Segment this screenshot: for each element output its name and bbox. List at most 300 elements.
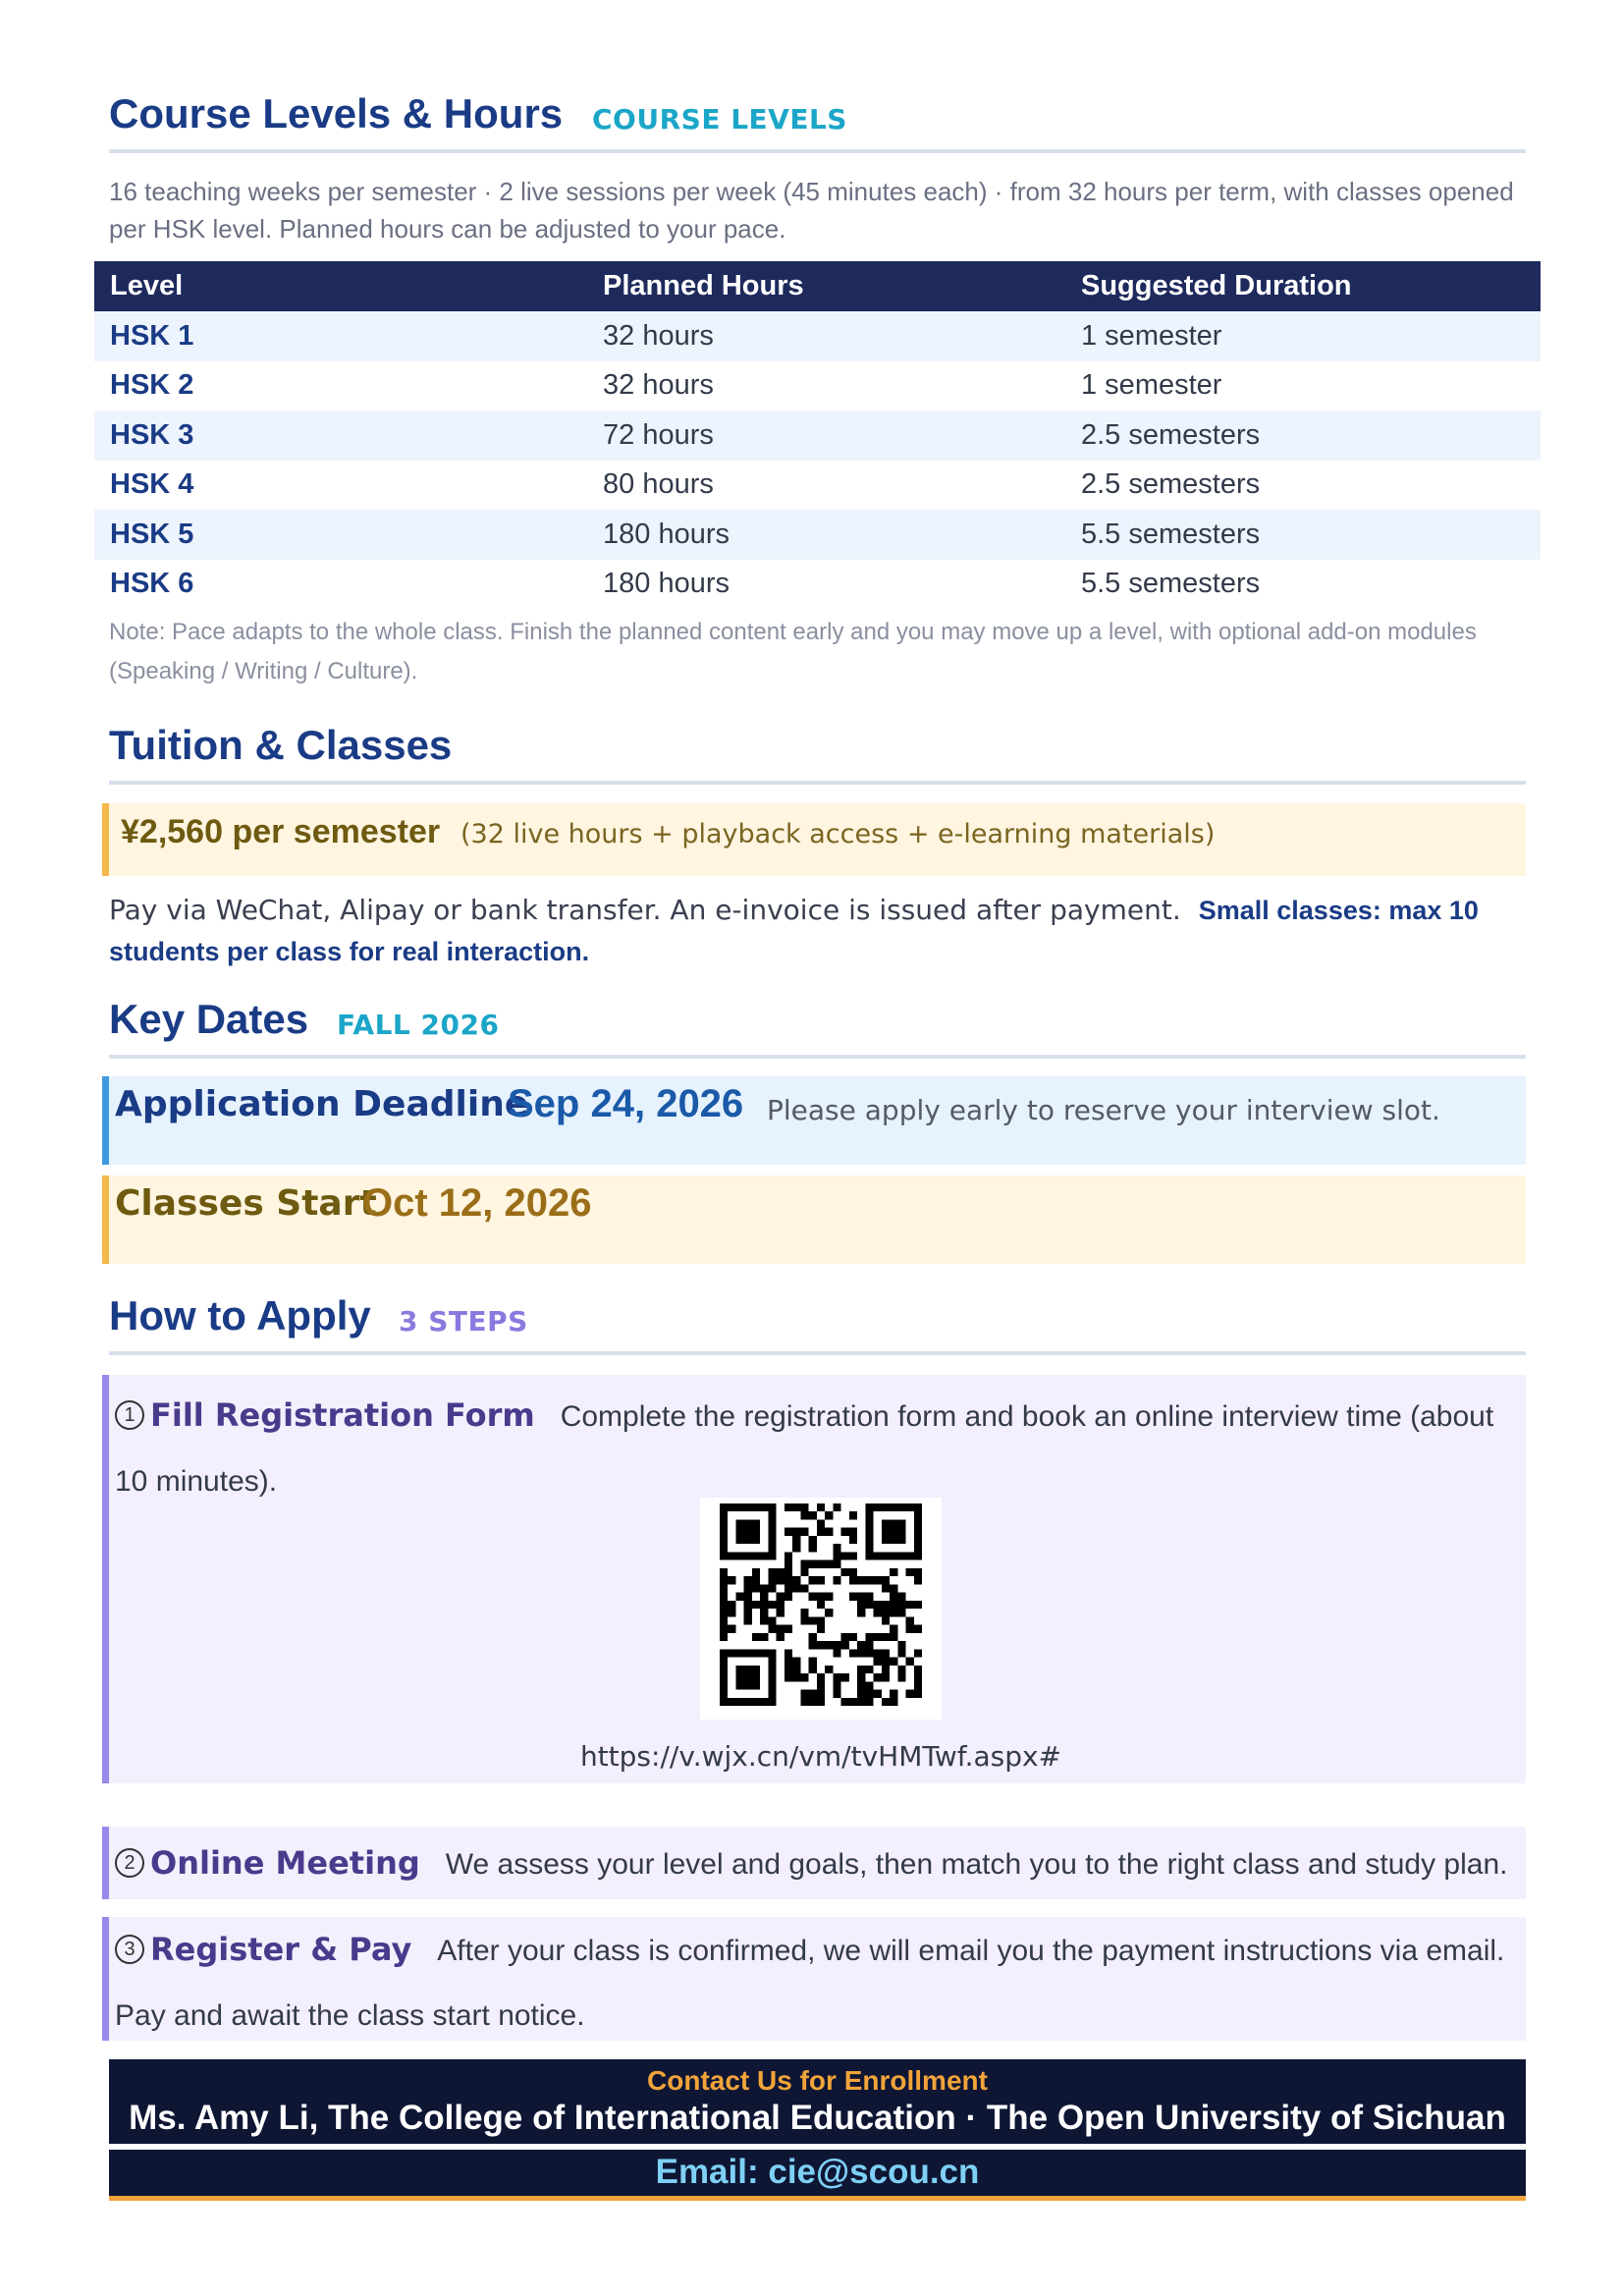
qr-module <box>890 1601 897 1609</box>
qr-module <box>857 1681 865 1689</box>
qr-module <box>720 1528 728 1536</box>
qr-module <box>720 1593 728 1601</box>
qr-module <box>914 1666 922 1673</box>
qr-module <box>768 1698 776 1706</box>
qr-module <box>817 1641 825 1649</box>
qr-module <box>768 1658 776 1666</box>
qr-module <box>784 1625 792 1633</box>
qr-module <box>760 1616 768 1624</box>
qr-module <box>817 1690 825 1698</box>
qr-module <box>849 1593 857 1601</box>
qr-module <box>809 1658 817 1666</box>
qr-module <box>720 1625 728 1633</box>
qr-module <box>768 1625 776 1633</box>
step-3-text <box>115 1917 1519 2049</box>
qr-module <box>865 1576 873 1584</box>
qr-module <box>817 1616 825 1624</box>
qr-module <box>752 1666 760 1673</box>
qr-module <box>914 1552 922 1559</box>
qr-module <box>809 1536 817 1544</box>
qr-module <box>825 1560 833 1568</box>
qr-module <box>752 1584 760 1592</box>
qr-module <box>817 1681 825 1689</box>
cell-duration: 1 semester <box>1065 311 1541 361</box>
how-to-apply-title: How to Apply <box>109 1292 371 1339</box>
qr-module <box>752 1503 760 1511</box>
table-header-row <box>94 261 1541 311</box>
qr-module <box>914 1503 922 1511</box>
qr-module <box>874 1552 882 1559</box>
qr-module <box>792 1584 800 1592</box>
start-date: Oct 12, 2026 <box>362 1181 592 1225</box>
qr-module <box>800 1503 808 1511</box>
qr-module <box>768 1503 776 1511</box>
qr-module <box>720 1536 728 1544</box>
qr-module <box>857 1666 865 1673</box>
qr-module <box>865 1698 873 1706</box>
cell-hours: 32 hours <box>587 311 1065 361</box>
qr-module <box>744 1584 752 1592</box>
qr-module <box>735 1649 743 1657</box>
key-dates-title: Key Dates <box>109 996 309 1042</box>
qr-module <box>874 1673 882 1681</box>
qr-module <box>897 1519 905 1527</box>
qr-module <box>752 1601 760 1609</box>
qr-module <box>760 1503 768 1511</box>
qr-module <box>882 1503 890 1511</box>
cell-level: HSK 1 <box>94 311 587 361</box>
qr-module <box>768 1649 776 1657</box>
qr-module <box>833 1576 840 1584</box>
payment-info <box>109 890 1526 972</box>
qr-module <box>800 1584 808 1592</box>
cell-level: HSK 5 <box>94 510 587 560</box>
table-row <box>94 361 1541 411</box>
qr-module <box>833 1552 840 1559</box>
qr-module <box>865 1544 873 1552</box>
cell-duration: 2.5 semesters <box>1065 410 1541 461</box>
qr-module <box>744 1536 752 1544</box>
qr-module <box>906 1690 914 1698</box>
qr-module <box>720 1576 728 1584</box>
qr-module <box>768 1681 776 1689</box>
qr-module <box>841 1528 849 1536</box>
contact-heading: Contact Us for Enrollment <box>647 2065 988 2096</box>
qr-module <box>833 1641 840 1649</box>
qr-module <box>857 1576 865 1584</box>
qr-module <box>882 1673 890 1681</box>
qr-module <box>752 1649 760 1657</box>
qr-module <box>768 1584 776 1592</box>
key-dates-tag: FALL 2026 <box>337 1009 500 1041</box>
qr-module <box>817 1576 825 1584</box>
qr-module <box>874 1658 882 1666</box>
qr-module <box>792 1673 800 1681</box>
step-3-title: Register & Pay <box>150 1931 412 1968</box>
qr-module <box>882 1584 890 1592</box>
qr-module <box>897 1536 905 1544</box>
price-detail: (32 live hours + playback access + e-learning materials) <box>460 819 1216 849</box>
qr-module <box>735 1666 743 1673</box>
qr-module <box>809 1544 817 1552</box>
qr-module <box>720 1503 728 1511</box>
qr-module <box>720 1690 728 1698</box>
qr-module <box>890 1625 897 1633</box>
how-to-apply-tag: 3 STEPS <box>399 1305 528 1338</box>
qr-module <box>857 1690 865 1698</box>
tuition-header <box>109 722 1526 785</box>
qr-module <box>833 1690 840 1698</box>
qr-module <box>720 1649 728 1657</box>
qr-module <box>849 1633 857 1641</box>
step-2-number: 2 <box>115 1848 144 1878</box>
qr-module <box>728 1601 735 1609</box>
qr-module <box>849 1568 857 1576</box>
application-deadline-box <box>102 1076 1526 1165</box>
qr-module <box>897 1649 905 1657</box>
qr-module <box>720 1601 728 1609</box>
qr-module <box>865 1649 873 1657</box>
qr-module <box>833 1560 840 1568</box>
qr-module <box>906 1625 914 1633</box>
table-row <box>94 461 1541 511</box>
qr-module <box>768 1568 776 1576</box>
qr-module <box>728 1649 735 1657</box>
qr-module <box>897 1666 905 1673</box>
qr-module <box>833 1544 840 1552</box>
qr-module <box>825 1609 833 1616</box>
deadline-note: Please apply early to reserve your interview slot. <box>767 1094 1440 1126</box>
qr-module <box>897 1503 905 1511</box>
course-levels-note: Note: Pace adapts to the whole class. Finish the planned content early and you may move up a level, with optional add-on modules (Speaking / Writing / Culture). <box>109 619 1477 684</box>
qr-module <box>768 1673 776 1681</box>
qr-module <box>914 1625 922 1633</box>
qr-module <box>890 1552 897 1559</box>
qr-module <box>841 1552 849 1559</box>
step-3-description: After your class is confirmed, we will email you the payment instructions via email. Pay and await the class start notice. <box>115 1935 1505 2032</box>
qr-module <box>720 1616 728 1624</box>
qr-module <box>882 1528 890 1536</box>
qr-module <box>792 1503 800 1511</box>
cell-level: HSK 6 <box>94 560 587 610</box>
qr-module <box>752 1576 760 1584</box>
cell-hours: 32 hours <box>587 361 1065 411</box>
qr-module <box>874 1690 882 1698</box>
qr-module <box>906 1658 914 1666</box>
qr-module <box>784 1584 792 1592</box>
qr-module <box>857 1601 865 1609</box>
contact-banner <box>109 2059 1526 2144</box>
col-header-duration: Suggested Duration <box>1065 261 1541 311</box>
qr-module <box>914 1544 922 1552</box>
qr-module <box>914 1568 922 1576</box>
qr-module <box>809 1511 817 1519</box>
qr-module <box>890 1519 897 1527</box>
cell-level: HSK 2 <box>94 361 587 411</box>
qr-module <box>817 1519 825 1527</box>
qr-module <box>906 1503 914 1511</box>
qr-module <box>890 1609 897 1616</box>
qr-module <box>890 1584 897 1592</box>
qr-module <box>825 1666 833 1673</box>
qr-module <box>777 1601 784 1609</box>
qr-module <box>752 1698 760 1706</box>
qr-module <box>720 1681 728 1689</box>
qr-module <box>760 1609 768 1616</box>
qr-module <box>817 1673 825 1681</box>
qr-module <box>914 1673 922 1681</box>
contact-name: Ms. Amy Li, The College of International Education · The Open University of Sichuan <box>129 2099 1506 2137</box>
qr-module <box>906 1568 914 1576</box>
qr-module <box>809 1641 817 1649</box>
qr-module <box>800 1673 808 1681</box>
qr-module <box>784 1560 792 1568</box>
qr-module <box>744 1519 752 1527</box>
qr-module <box>744 1503 752 1511</box>
qr-module <box>833 1673 840 1681</box>
qr-module <box>857 1698 865 1706</box>
qr-module <box>865 1552 873 1559</box>
qr-module <box>897 1601 905 1609</box>
cell-duration: 2.5 semesters <box>1065 461 1541 511</box>
qr-code-icon <box>700 1498 942 1720</box>
qr-module <box>768 1519 776 1527</box>
cell-hours: 72 hours <box>587 410 1065 461</box>
qr-module <box>890 1633 897 1641</box>
qr-module <box>897 1552 905 1559</box>
qr-module <box>865 1601 873 1609</box>
qr-module <box>744 1666 752 1673</box>
qr-module <box>914 1601 922 1609</box>
qr-module <box>777 1568 784 1576</box>
qr-module <box>857 1641 865 1649</box>
qr-module <box>817 1503 825 1511</box>
qr-module <box>760 1698 768 1706</box>
qr-module <box>890 1568 897 1576</box>
step-1-description: Complete the registration form and book an online interview time (about 10 minutes). <box>115 1400 1494 1498</box>
qr-module <box>890 1528 897 1536</box>
cell-hours: 80 hours <box>587 461 1065 511</box>
qr-module <box>849 1698 857 1706</box>
qr-module <box>800 1609 808 1616</box>
qr-module <box>809 1633 817 1641</box>
qr-module <box>744 1528 752 1536</box>
qr-module <box>768 1536 776 1544</box>
qr-module <box>914 1511 922 1519</box>
qr-module <box>792 1576 800 1584</box>
step-2-description: We assess your level and goals, then match you to the right class and study plan. <box>445 1848 1508 1881</box>
qr-module <box>720 1658 728 1666</box>
qr-module <box>752 1673 760 1681</box>
qr-module <box>784 1528 792 1536</box>
table-row <box>94 311 1541 361</box>
qr-module <box>735 1528 743 1536</box>
qr-module <box>865 1503 873 1511</box>
qr-module <box>768 1666 776 1673</box>
qr-module <box>825 1641 833 1649</box>
qr-module <box>752 1568 760 1576</box>
qr-module <box>728 1609 735 1616</box>
cell-hours: 180 hours <box>587 560 1065 610</box>
qr-module <box>817 1601 825 1609</box>
qr-module <box>752 1552 760 1559</box>
qr-module <box>735 1519 743 1527</box>
contact-email-banner <box>109 2150 1526 2201</box>
qr-module <box>752 1681 760 1689</box>
qr-module <box>874 1601 882 1609</box>
qr-module <box>914 1519 922 1527</box>
qr-module <box>744 1649 752 1657</box>
qr-module <box>720 1698 728 1706</box>
qr-module <box>857 1593 865 1601</box>
qr-module <box>849 1576 857 1584</box>
qr-module <box>800 1568 808 1576</box>
qr-module <box>874 1649 882 1657</box>
qr-module <box>809 1593 817 1601</box>
qr-module <box>728 1503 735 1511</box>
qr-module <box>825 1528 833 1536</box>
qr-module <box>777 1609 784 1616</box>
qr-module <box>825 1511 833 1519</box>
cell-level: HSK 3 <box>94 410 587 461</box>
qr-module <box>784 1593 792 1601</box>
qr-module <box>744 1673 752 1681</box>
qr-module <box>817 1593 825 1601</box>
qr-module <box>906 1601 914 1609</box>
qr-module <box>792 1658 800 1666</box>
qr-module <box>744 1609 752 1616</box>
qr-module <box>809 1666 817 1673</box>
qr-module <box>865 1666 873 1673</box>
qr-module <box>841 1568 849 1576</box>
qr-module <box>792 1528 800 1536</box>
qr-module <box>792 1666 800 1673</box>
qr-module <box>865 1511 873 1519</box>
qr-module <box>768 1552 776 1559</box>
qr-module <box>890 1698 897 1706</box>
qr-module <box>857 1673 865 1681</box>
qr-module <box>882 1609 890 1616</box>
table-row <box>94 510 1541 560</box>
qr-module <box>809 1690 817 1698</box>
qr-module <box>833 1649 840 1657</box>
qr-module <box>760 1649 768 1657</box>
qr-module <box>720 1552 728 1559</box>
qr-module <box>849 1649 857 1657</box>
qr-module <box>849 1536 857 1544</box>
qr-module <box>817 1698 825 1706</box>
qr-module <box>897 1641 905 1649</box>
qr-module <box>890 1658 897 1666</box>
qr-module <box>792 1536 800 1544</box>
qr-module <box>890 1593 897 1601</box>
qr-module <box>792 1544 800 1552</box>
course-levels-title: Course Levels & Hours <box>109 90 564 137</box>
qr-module <box>784 1666 792 1673</box>
qr-module <box>728 1552 735 1559</box>
qr-module <box>784 1658 792 1666</box>
qr-module <box>735 1681 743 1689</box>
registration-url: https://v.wjx.cn/vm/tvHMTwf.aspx# <box>579 1740 1062 1773</box>
qr-module <box>882 1633 890 1641</box>
qr-module <box>728 1576 735 1584</box>
qr-module <box>833 1681 840 1689</box>
qr-module <box>768 1616 776 1624</box>
qr-module <box>720 1666 728 1673</box>
qr-module <box>865 1536 873 1544</box>
how-to-apply-header <box>109 1292 1526 1355</box>
qr-module <box>865 1641 873 1649</box>
step-1-text <box>115 1383 1519 1514</box>
qr-module <box>800 1511 808 1519</box>
qr-module <box>809 1698 817 1706</box>
qr-module <box>768 1528 776 1536</box>
qr-module <box>882 1698 890 1706</box>
qr-module <box>744 1698 752 1706</box>
qr-module <box>914 1681 922 1689</box>
table-row <box>94 410 1541 461</box>
qr-module <box>720 1511 728 1519</box>
contact-email[interactable]: Email: cie@scou.cn <box>655 2153 980 2191</box>
course-levels-intro: 16 teaching weeks per semester · 2 live sessions per week (45 minutes each) · from 32 hours per term, with classes opened per HSK level. Planned hours can be adjusted to your pace. <box>109 177 1514 244</box>
qr-module <box>720 1584 728 1592</box>
payment-methods: Pay via WeChat, Alipay or bank transfer. An e-invoice is issued after payment. <box>109 894 1181 926</box>
qr-module <box>800 1698 808 1706</box>
qr-module <box>760 1552 768 1559</box>
course-levels-tag: COURSE LEVELS <box>592 103 847 136</box>
price-amount: ¥2,560 per semester <box>121 813 441 850</box>
deadline-label: Application Deadline <box>115 1084 529 1124</box>
tuition-title: Tuition & Classes <box>109 722 453 768</box>
qr-module <box>800 1528 808 1536</box>
qr-module <box>768 1690 776 1698</box>
qr-module <box>865 1593 873 1601</box>
qr-module <box>874 1609 882 1616</box>
qr-module <box>914 1649 922 1657</box>
qr-module <box>728 1625 735 1633</box>
qr-module <box>825 1593 833 1601</box>
qr-module <box>897 1528 905 1536</box>
qr-module <box>914 1536 922 1544</box>
qr-module <box>897 1593 905 1601</box>
qr-module <box>865 1633 873 1641</box>
qr-module <box>874 1503 882 1511</box>
table-row <box>94 560 1541 610</box>
qr-module <box>817 1625 825 1633</box>
qr-module <box>720 1633 728 1641</box>
qr-module <box>744 1616 752 1624</box>
qr-module <box>735 1503 743 1511</box>
qr-module <box>882 1576 890 1584</box>
step-3 <box>102 1917 1526 2041</box>
cell-level: HSK 4 <box>94 461 587 511</box>
qr-module <box>720 1609 728 1616</box>
step-1 <box>102 1375 1526 1783</box>
qr-module <box>768 1511 776 1519</box>
qr-module <box>849 1511 857 1519</box>
step-2 <box>102 1827 1526 1899</box>
qr-module <box>720 1673 728 1681</box>
qr-module <box>752 1519 760 1527</box>
qr-module <box>817 1528 825 1536</box>
qr-module <box>809 1560 817 1568</box>
qr-module <box>744 1576 752 1584</box>
class-size-note: Small classes: max 10 students per class for real interaction. <box>109 896 1479 966</box>
qr-module <box>841 1698 849 1706</box>
qr-module <box>841 1673 849 1681</box>
qr-module <box>882 1649 890 1657</box>
key-dates-header <box>109 996 1526 1059</box>
